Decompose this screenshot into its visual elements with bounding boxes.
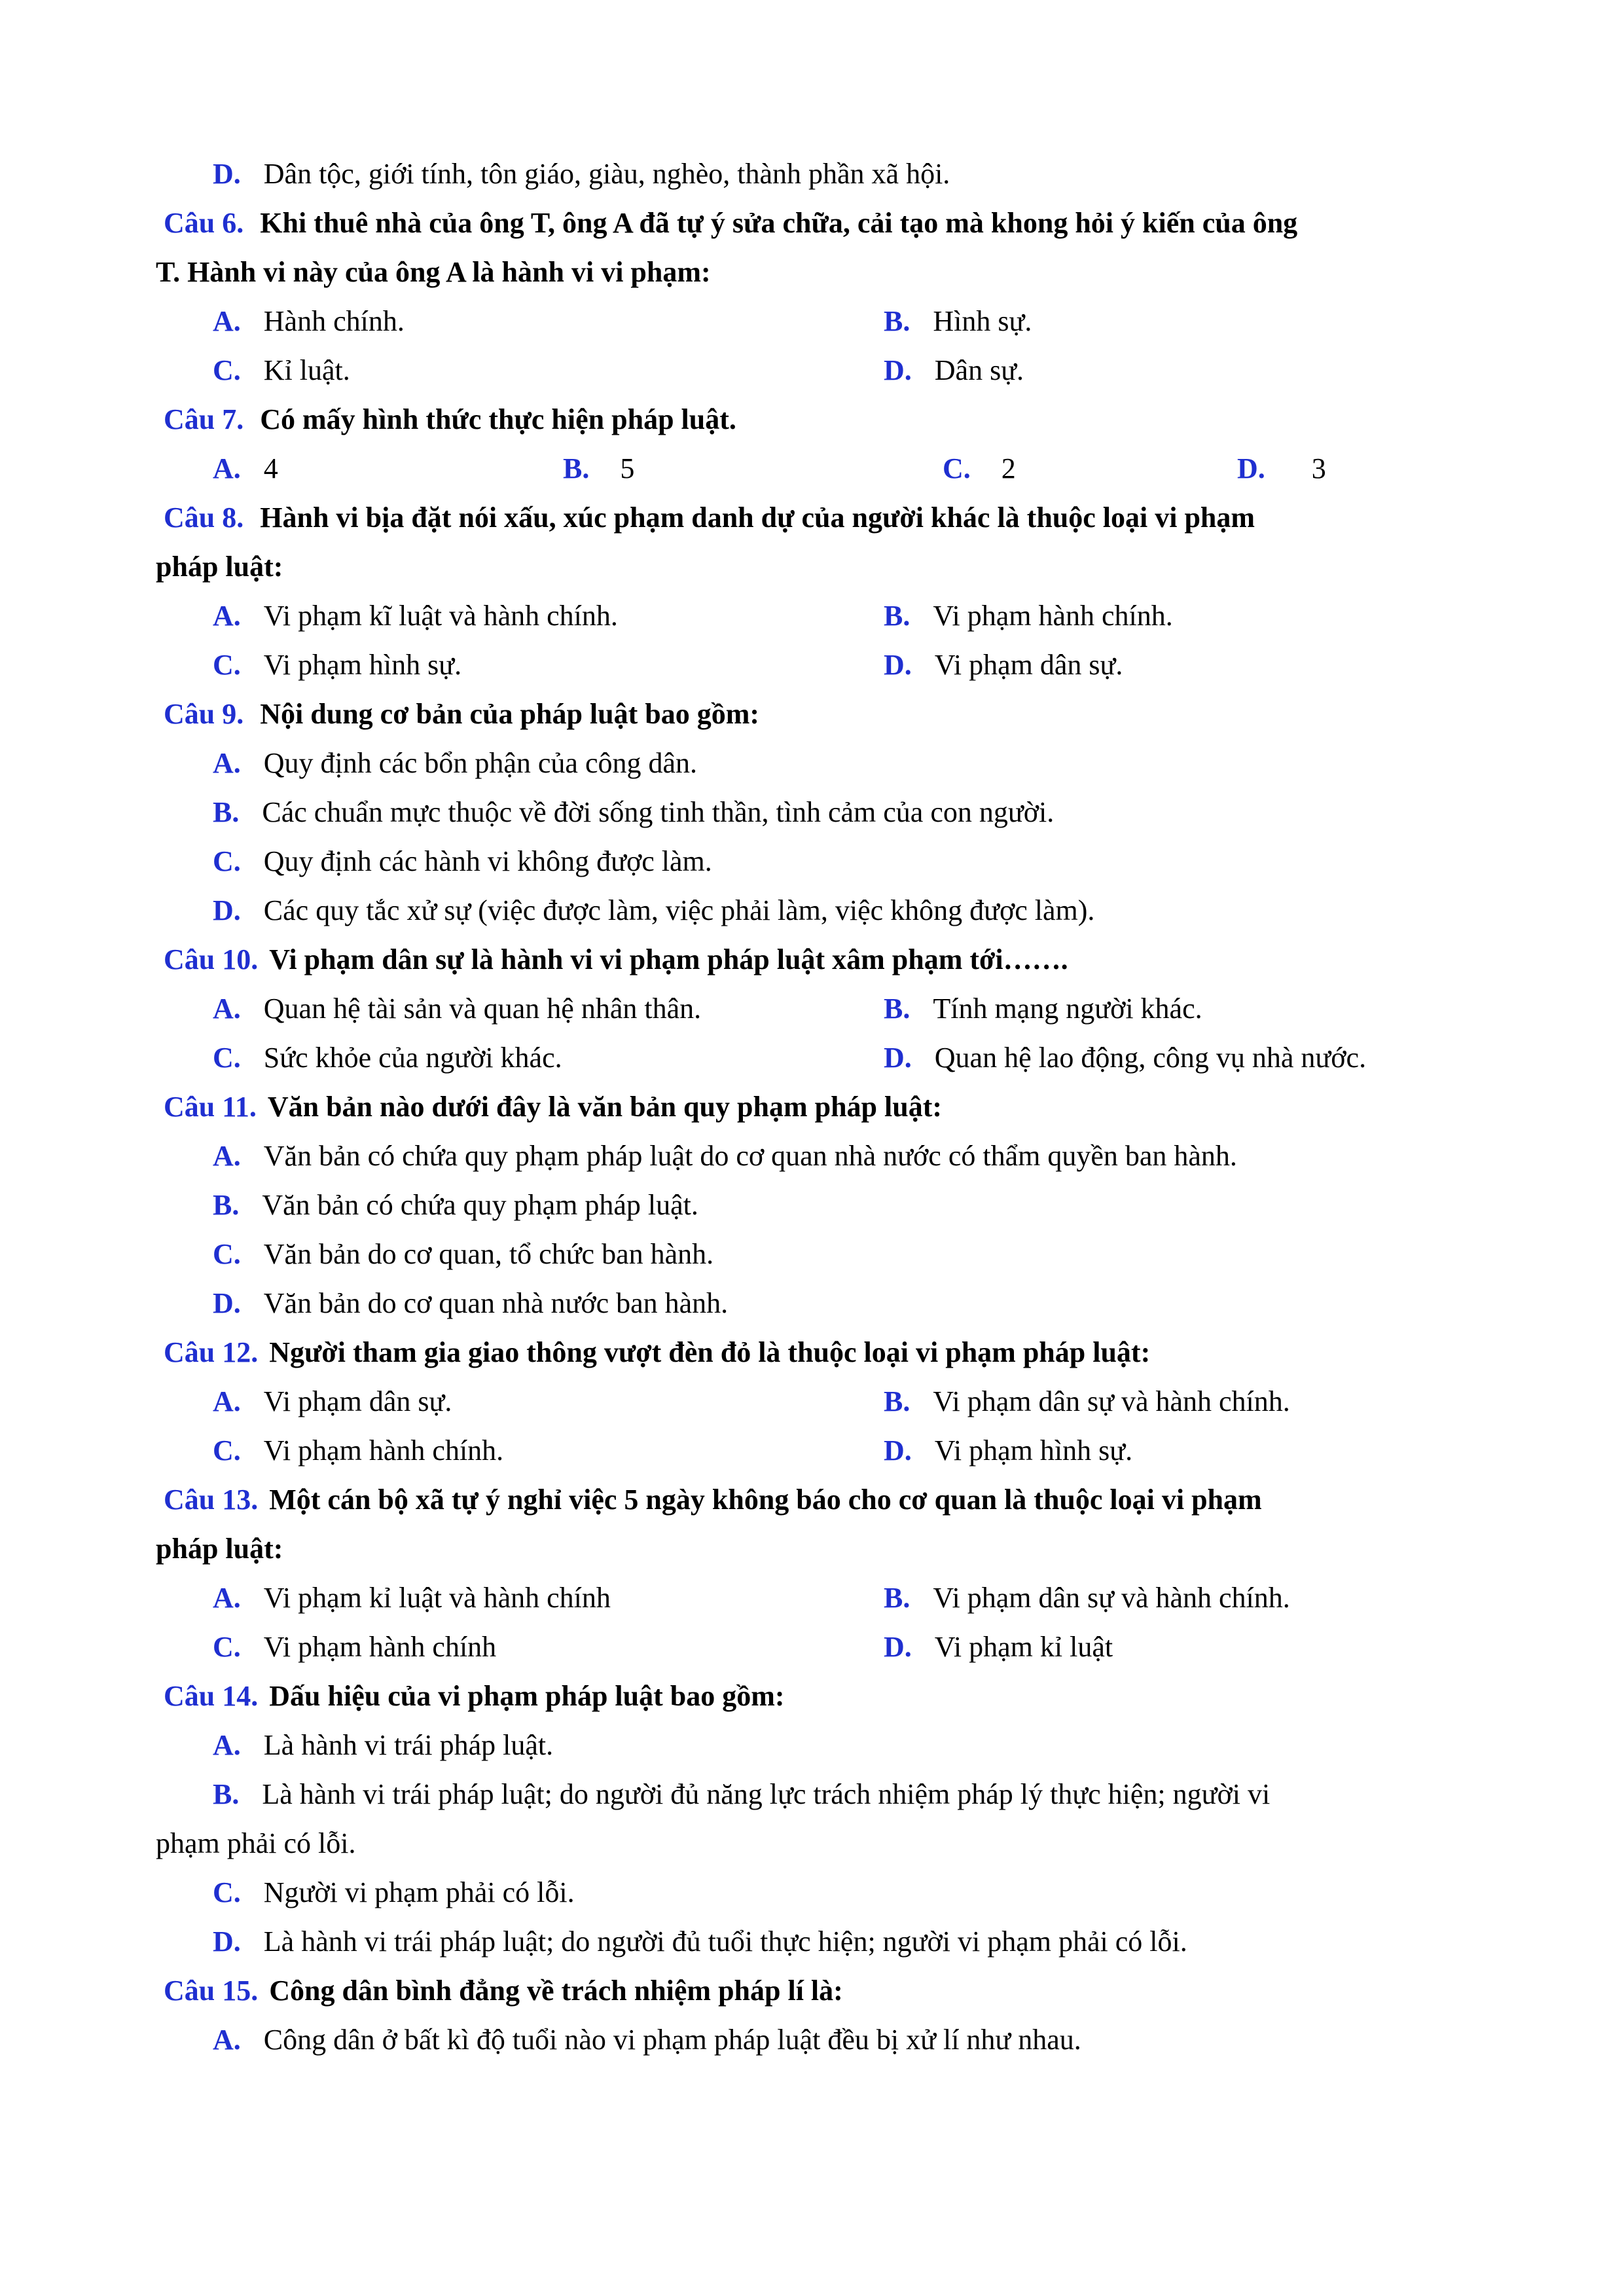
q13-option-c: C. Vi phạm hành chính [213, 1631, 497, 1663]
q14-option-b: B. Là hành vi trái pháp luật; do người đủ năng lực trách nhiệm pháp lý thực hiện; người vi [213, 1778, 1271, 1810]
question-text: Nội dung cơ bản của pháp luật bao gồm: [260, 698, 760, 730]
q12-option-b: B. Vi phạm dân sự và hành chính. [884, 1385, 1290, 1417]
question-label: Câu 15. [164, 1975, 259, 2007]
q8-option-b: B. Vi phạm hành chính. [884, 600, 1173, 632]
q8-option-a: A. Vi phạm kĩ luật và hành chính. [213, 600, 618, 632]
q13-option-b: B. Vi phạm dân sự và hành chính. [884, 1582, 1290, 1614]
q11-option-d: D. Văn bản do cơ quan nhà nước ban hành. [213, 1287, 729, 1319]
question-text: Người tham gia giao thông vượt đèn đỏ là thuộc loại vi phạm pháp luật: [269, 1336, 1151, 1368]
q9-option-d: D. Các quy tắc xử sự (việc được làm, việc phải làm, việc không được làm). [213, 894, 1095, 926]
question-label: Câu 9. [164, 698, 244, 730]
question-text: Có mấy hình thức thực hiện pháp luật. [260, 403, 736, 435]
question-6 [164, 206, 1297, 240]
question-text: Khi thuê nhà của ông T, ông A đã tự ý sửa chữa, cải tạo mà khong hỏi ý kiến của ông [260, 207, 1298, 239]
q14-option-c: C. Người vi phạm phải có lỗi. [213, 1876, 575, 1908]
question-text: Dấu hiệu của vi phạm pháp luật bao gồm: [269, 1680, 785, 1712]
option-label: D. [213, 158, 241, 190]
q10-option-c: C. Sức khỏe của người khác. [213, 1042, 562, 1074]
q6-option-c: C. Kỉ luật. [213, 354, 350, 386]
q13-option-a: A. Vi phạm kỉ luật và hành chính [213, 1582, 611, 1614]
question-label: Câu 11. [164, 1091, 257, 1123]
question-7 [164, 403, 736, 436]
q12-option-a: A. Vi phạm dân sự. [213, 1385, 452, 1417]
q6-option-d: D. Dân sự. [884, 354, 1024, 386]
question-6-cont: T. Hành vi này của ông A là hành vi vi phạm: [156, 256, 711, 288]
q11-option-a: A. Văn bản có chứa quy phạm pháp luật do cơ quan nhà nước có thẩm quyền ban hành. [213, 1140, 1237, 1172]
q7-option-c: C. 2 [943, 452, 1016, 484]
q15-option-a: A. Công dân ở bất kì độ tuổi nào vi phạm pháp luật đều bị xử lí như nhau. [213, 2024, 1081, 2056]
q8-option-c: C. Vi phạm hình sự. [213, 649, 462, 681]
question-13 [164, 1483, 1262, 1516]
q14-option-b-cont: phạm phải có lỗi. [156, 1827, 356, 1859]
q7-option-a: A. 4 [213, 452, 278, 484]
question-label: Câu 14. [164, 1680, 259, 1712]
q7-option-d: D. 3 [1237, 452, 1326, 484]
question-10 [164, 943, 1068, 976]
question-text: Vi phạm dân sự là hành vi vi phạm pháp luật xâm phạm tới……. [269, 943, 1068, 975]
q9-option-b: B. Các chuẩn mực thuộc về đời sống tinh thần, tình cảm của con người. [213, 796, 1055, 828]
question-11 [164, 1090, 942, 1123]
q13-option-d: D. Vi phạm kỉ luật [884, 1631, 1113, 1663]
question-text: Một cán bộ xã tự ý nghỉ việc 5 ngày không báo cho cơ quan là thuộc loại vi phạm [269, 1484, 1262, 1516]
q10-option-b: B. Tính mạng người khác. [884, 993, 1202, 1025]
option-text: Dân tộc, giới tính, tôn giáo, giàu, nghèo, thành phần xã hội. [263, 158, 950, 190]
q7-option-b: B. 5 [563, 452, 635, 484]
question-8 [164, 501, 1255, 534]
question-12 [164, 1336, 1150, 1369]
question-label: Câu 8. [164, 501, 244, 534]
question-label: Câu 12. [164, 1336, 259, 1368]
q14-option-d: D. Là hành vi trái pháp luật; do người đủ tuổi thực hiện; người vi phạm phải có lỗi. [213, 1925, 1187, 1958]
q5-option-d [213, 157, 950, 191]
q12-option-d: D. Vi phạm hình sự. [884, 1434, 1133, 1467]
question-text: Văn bản nào dưới đây là văn bản quy phạm pháp luật: [267, 1091, 943, 1123]
question-text: Công dân bình đẳng về trách nhiệm pháp lí là: [269, 1975, 843, 2007]
q9-option-c: C. Quy định các hành vi không được làm. [213, 845, 712, 877]
q8-option-d: D. Vi phạm dân sự. [884, 649, 1123, 681]
q6-option-a: A. Hành chính. [213, 305, 405, 337]
question-label: Câu 6. [164, 207, 244, 239]
q11-option-c: C. Văn bản do cơ quan, tổ chức ban hành. [213, 1238, 714, 1270]
q6-option-b: B. Hình sự. [884, 305, 1032, 337]
q12-option-c: C. Vi phạm hành chính. [213, 1434, 504, 1467]
question-text: Hành vi bịa đặt nói xấu, xúc phạm danh dự của người khác là thuộc loại vi phạm [260, 501, 1255, 534]
q11-option-b: B. Văn bản có chứa quy phạm pháp luật. [213, 1189, 698, 1221]
q10-option-d: D. Quan hệ lao động, công vụ nhà nước. [884, 1042, 1367, 1074]
question-9 [164, 697, 759, 731]
question-13-cont: pháp luật: [156, 1533, 283, 1565]
question-label: Câu 10. [164, 943, 259, 975]
question-8-cont: pháp luật: [156, 551, 283, 583]
q10-option-a: A. Quan hệ tài sản và quan hệ nhân thân. [213, 993, 702, 1025]
question-14 [164, 1679, 785, 1713]
question-label: Câu 7. [164, 403, 244, 435]
q14-option-a: A. Là hành vi trái pháp luật. [213, 1729, 554, 1761]
question-label: Câu 13. [164, 1484, 259, 1516]
q9-option-a: A. Quy định các bổn phận của công dân. [213, 747, 698, 779]
question-15 [164, 1974, 843, 2007]
